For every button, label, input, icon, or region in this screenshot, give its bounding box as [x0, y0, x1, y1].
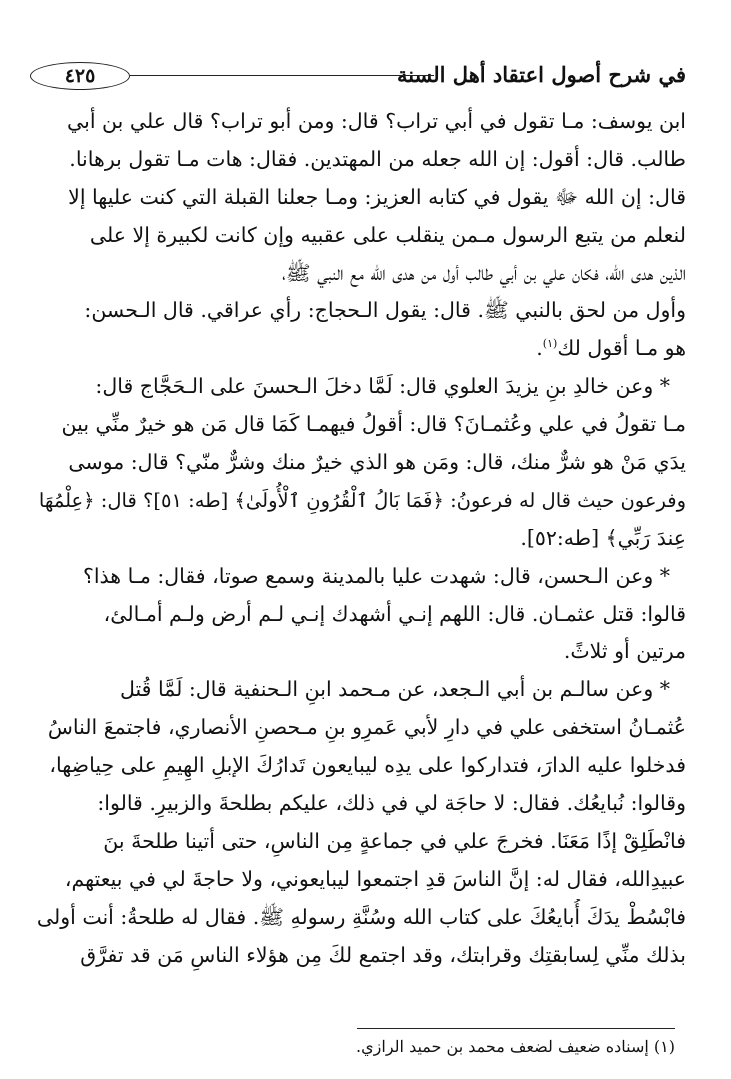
header-rule	[130, 75, 434, 76]
text-line: قالوا: قتل عثمـان. قال: اللهم إنـي أشهدك إنـي لـم أرض ولـم أمـالئ،	[103, 601, 686, 626]
footnote-divider	[357, 1028, 675, 1029]
text-line: مرتين أو ثلاثً.	[563, 639, 686, 664]
running-header	[30, 58, 686, 100]
text-line: الذين هدى الله، فكان علي بن أبي طالب أول من هدى الله مع النبي ﷺ،	[281, 260, 686, 285]
text-line: بذلك منِّي لِسابقتِك وقرابتك، وقد اجتمع لكَ مِن هؤلاء الناسِ مَن قد تفرَّق	[80, 942, 686, 967]
footnote-reference: (١)	[542, 337, 558, 351]
text-line: فدخلوا عليه الدارَ، فتداركوا على يدِه ليبايعون تَدارُكَ الإبلِ الهِيمِ على حِياضِها،	[49, 753, 686, 778]
text-line: وقالوا: نُبايعُك. فقال: لا حاجَة لي في ذلك، عليكم بطلحةَ والزبيرِ. قالوا:	[97, 791, 686, 816]
text-fragment: هو مـا أقول لك	[557, 336, 686, 361]
text-line: عبيدِالله، فقال له: إنَّ الناسَ قدِ اجتمعوا ليبايعوني، ولا حاجةَ لي في بيعتهم،	[64, 866, 686, 891]
text-line: يدَي مَنْ هو شرٌّ منك، قال: ومَن هو الذي خيرٌ منك وشرٌّ منّي؟ قال: موسى	[68, 450, 686, 475]
text-line: عِندَ رَبِّي﴾ [طه:٥٢].	[520, 525, 686, 550]
page-number: ٤٢٥	[30, 62, 130, 90]
footnote: (١) إسناده ضعيف لضعف محمد بن حميد الرازي.	[356, 1037, 675, 1056]
text-line: * وعن سالـم بن أبي الـجعد، عن مـحمد ابنِ الـحنفية قال: لَمَّا قُتل	[119, 677, 670, 702]
text-line: لنعلم من يتبع الرسول مـمن ينقلب على عقبيه وإن كانت لكبيرة إلا على	[89, 222, 686, 247]
text-line: وفرعون حيث قال له فرعونُ: ﴿فَمَا بَالُ ٱلْقُرُونِ ٱلْأُولَىٰ﴾ [طه: ٥١]؟ قال: ﴿عِلْمُهَا	[38, 488, 686, 512]
text-line: مـا تقولُ في علي وعُثمـانَ؟ قال: أقولُ فيهمـا كَمَا قال مَن هو خيرٌ منِّي بين	[61, 412, 686, 437]
text-line: عُثمـانُ استخفى علي في دارِ لأبي عَمرِو بنِ مـحصنِ الأنصاري، فاجتمعَ الناسُ	[47, 715, 686, 740]
text-line: * وعن خالدِ بنِ يزيدَ العلوي قال: لَمَّا دخلَ الـحسنَ على الـحَجَّاج قال:	[95, 374, 670, 399]
text-line: وأول من لحق بالنبي ﷺ. قال: يقول الـحجاج: رأي عراقي. قال الـحسن:	[84, 298, 686, 323]
text-line-with-footnote: هو مـا أقول لك$^{(١)}$.	[536, 336, 686, 361]
text-line: قال: إن الله ﷻ يقول في كتابه العزيز: ومـا جعلنا القبلة التي كنت عليها إلا	[68, 184, 686, 209]
body-text	[36, 103, 686, 974]
book-title: في شرح أصول اعتقاد أهل السنة	[396, 62, 686, 87]
text-line: فابْسُطْ يدَكَ أُبايعُكَ على كتاب الله وسُنَّةِ رسولهِ ﷺ. فقال له طلحةُ: أنت أولى	[36, 904, 686, 929]
text-line: طالب. قال: أقول: إن الله جعله من المهتدين. فقال: هات مـا تقول برهانا.	[69, 146, 686, 171]
text-line: * وعن الـحسن، قال: شهدت عليا بالمدينة وسمع صوتا، فقال: مـا هذا؟	[82, 563, 670, 588]
text-line: فانْطَلِقْ إذًا مَعَنَا. فخرجَ علي في جماعةٍ مِن الناسِ، حتى أتينا طلحةَ بنَ	[103, 828, 686, 853]
text-line: ابن يوسف: مـا تقول في أبي تراب؟ قال: ومن أبو تراب؟ قال علي بن أبي	[67, 109, 686, 133]
